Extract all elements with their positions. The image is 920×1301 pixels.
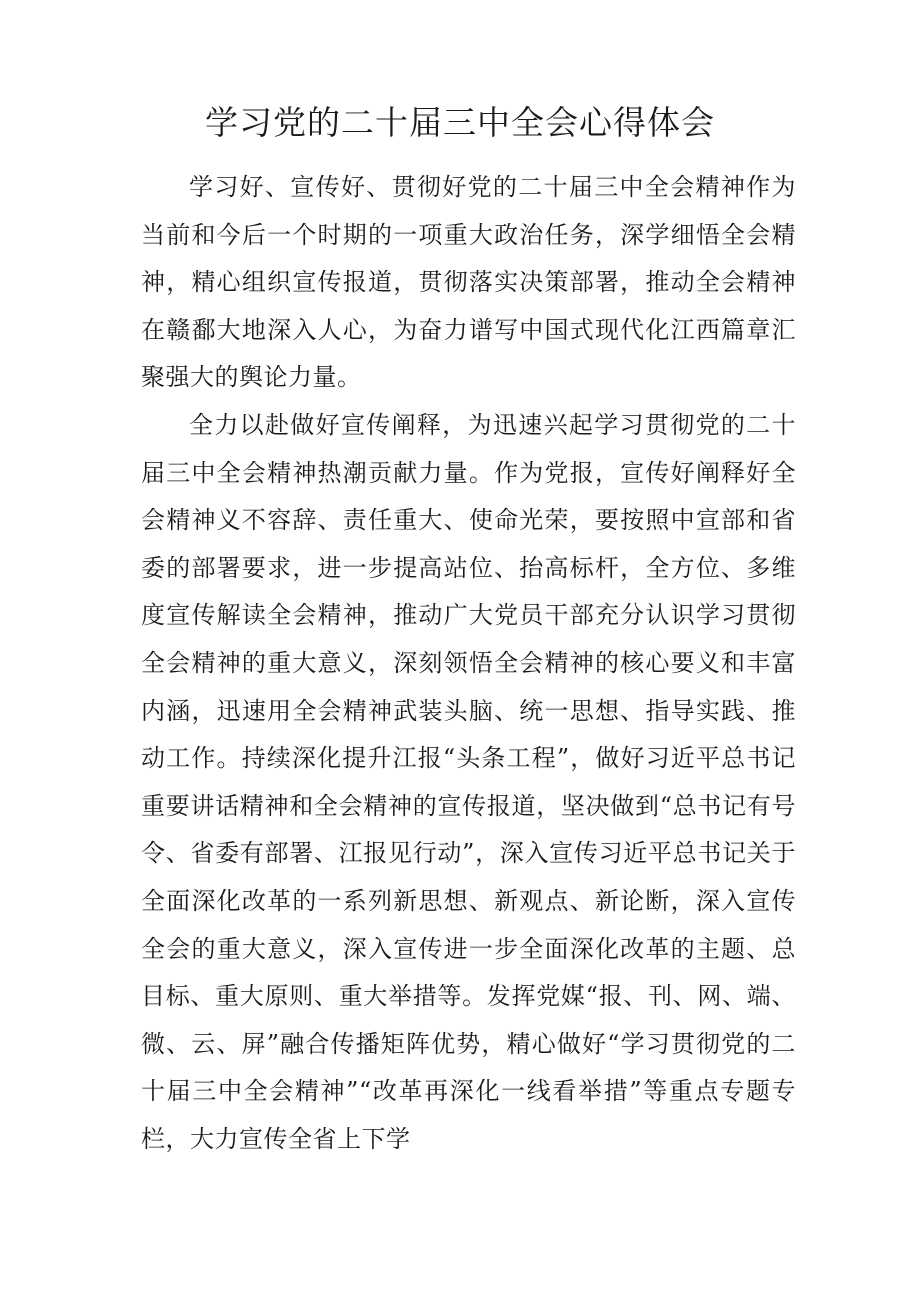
paragraph-1: 学习好、宣传好、贯彻好党的二十届三中全会精神作为当前和今后一个时期的一项重大政治任务，深学细悟全会精神，精心组织宣传报道，贯彻落实决策部署，推动全会精神在赣鄱大地深入人心，为奋力谱写中国式现代化江西篇章汇聚强大的舆论力量。 <box>141 173 796 392</box>
document-title: 学习党的二十届三中全会心得体会 <box>205 103 715 142</box>
document-body <box>141 164 796 1163</box>
paragraph-2: 全力以赴做好宣传阐释，为迅速兴起学习贯彻党的二十届三中全会精神热潮贡献力量。作为党报，宣传好阐释好全会精神义不容辞、责任重大、使命光荣，要按照中宣部和省委的部署要求，进一步提高站位、抬高标杆，全方位、多维度宣传解读全会精神，推动广大党员干部充分认识学习贯彻全会精神的重大意义，深刻领悟全会精神的核心要义和丰富内涵，迅速用全会精神武装头脑、统一思想、指导实践、推动工作。持续深化提升江报“头条工程”，做好习近平总书记重要讲话精神和全会精神的宣传报道，坚决做到“总书记有号令、省委有部署、江报见行动”，深入宣传习近平总书记关于全面深化改革的一系列新思想、新观点、新论断，深入宣传全会的重大意义，深入宣传进一步全面深化改革的主题、总目标、重大原则、重大举措等。发挥党媒“报、刊、网、端、微、云、屏”融合传播矩阵优势，精心做好“学习贯彻党的二十届三中全会精神”“改革再深化一线看举措”等重点专题专栏，大力宣传全省上下学 <box>141 410 796 1153</box>
